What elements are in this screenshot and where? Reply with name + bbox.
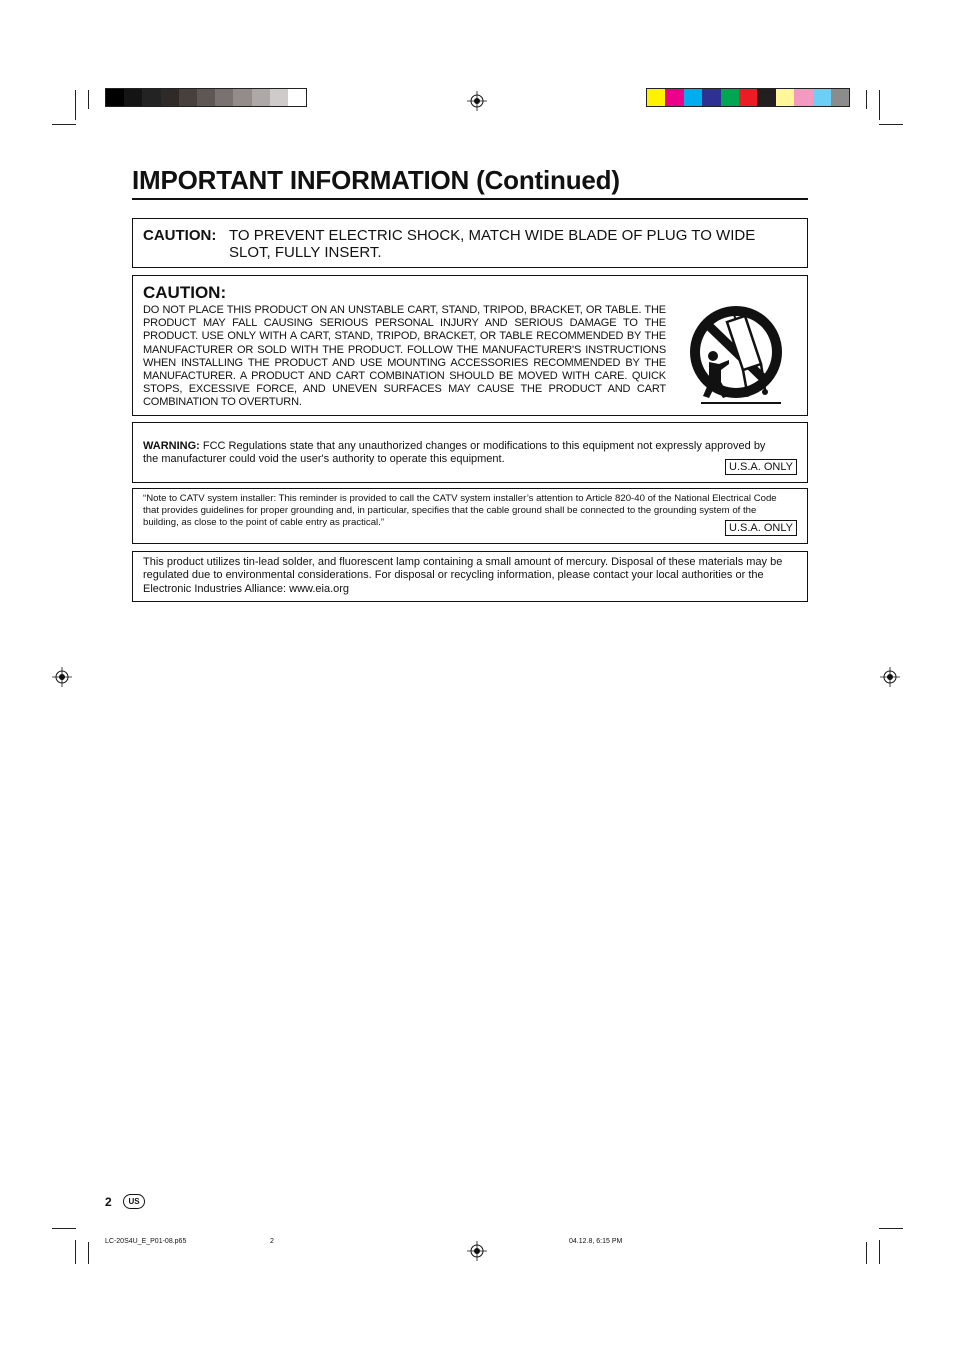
page-title: IMPORTANT INFORMATION (Continued) (132, 164, 808, 200)
calibration-swatch (813, 89, 831, 106)
calibration-swatch (233, 89, 251, 106)
page-number: 2 (105, 1195, 112, 1209)
calibration-swatch (757, 89, 775, 106)
registration-mark-icon (467, 91, 487, 111)
fcc-warning-body: FCC Regulations state that any unauthorized changes or modifications to this equipment not expressly approved by the manufacturer could void the user's authority to operate this equipment. (143, 440, 766, 466)
calibration-swatch (179, 89, 197, 106)
calibration-swatch (647, 89, 665, 106)
usa-only-badge: U.S.A. ONLY (725, 459, 797, 475)
calibration-swatch (794, 89, 812, 106)
calibration-swatch (665, 89, 683, 106)
calibration-swatch (831, 89, 849, 106)
calibration-swatch (721, 89, 739, 106)
print-timestamp: 04.12.8, 6:15 PM (569, 1238, 623, 1245)
file-page: 2 (270, 1238, 274, 1245)
calibration-swatch (161, 89, 179, 106)
caution-label: CAUTION: (143, 227, 217, 244)
calibration-swatch (252, 89, 270, 106)
calibration-swatch (702, 89, 720, 106)
calibration-swatch (776, 89, 794, 106)
caution-cart-box (132, 275, 808, 416)
caution-plug-text: TO PREVENT ELECTRIC SHOCK, MATCH WIDE BLADE OF PLUG TO WIDE SLOT, FULLY INSERT. (229, 227, 756, 261)
cart-tip-over-warning-icon (685, 304, 789, 408)
calibration-swatch (288, 89, 306, 106)
mercury-note-text: This product utilizes tin-lead solder, and fluorescent lamp containing a small amount of mercury. Disposal of these materials may be regulated due to environmental considerations. For disposal or recycling information, please contact your local authorities or the Electronic Industries Alliance: www.eia.org (143, 556, 783, 595)
fcc-warning-box (132, 422, 808, 483)
registration-mark-icon (52, 667, 72, 687)
color-calibration-bar (647, 89, 849, 106)
calibration-swatch (142, 89, 160, 106)
registration-mark-icon (467, 1241, 487, 1261)
calibration-swatch (684, 89, 702, 106)
caution-plug-box (132, 218, 808, 268)
warning-label: WARNING: (143, 440, 200, 452)
caution-heading: CAUTION: (143, 283, 227, 302)
calibration-swatch (124, 89, 142, 106)
calibration-swatch (197, 89, 215, 106)
fcc-warning-text (143, 440, 783, 467)
region-badge: US (123, 1194, 145, 1209)
gray-calibration-bar (106, 89, 306, 106)
catv-note-box (132, 488, 808, 544)
file-name: LC-20S4U_E_P01-08.p65 (105, 1238, 187, 1245)
usa-only-badge: U.S.A. ONLY (725, 520, 797, 536)
catv-note-text: “Note to CATV system installer: This reminder is provided to call the CATV system installer’s attention to Article 820-40 of the National Electrical Code that provides guidelines for proper grounding and, in particular, specifies that the cable ground shall be connected to the grounding system of the building, as close to the point of cable entry as practical.” (143, 493, 777, 529)
calibration-swatch (270, 89, 288, 106)
calibration-swatch (215, 89, 233, 106)
registration-mark-icon (880, 667, 900, 687)
mercury-note-box (132, 551, 808, 602)
calibration-swatch (106, 89, 124, 106)
caution-cart-text: DO NOT PLACE THIS PRODUCT ON AN UNSTABLE CART, STAND, TRIPOD, BRACKET, OR TABLE. THE PRODUCT MAY FALL CAUSING SERIOUS PERSONAL INJURY AND SERIOUS DAMAGE TO THE PRODUCT. USE ONLY WITH A CART, STAND, TRIPOD, BRACKET, OR TABLE RECOMMENDED BY THE MANUFACTURER OR SOLD WITH THE PRODUCT. FOLLOW THE MANUFACTURER'S INSTRUCTIONS WHEN INSTALLING THE PRODUCT AND USE MOUNTING ACCESSORIES RECOMMENDED BY THE MANUFACTURER. A PRODUCT AND CART COMBINATION SHOULD BE MOVED WITH CARE. QUICK STOPS, EXCESSIVE FORCE, AND UNEVEN SURFACES MAY CAUSE THE PRODUCT AND CART COMBINATION TO OVERTURN. (143, 304, 666, 409)
calibration-swatch (739, 89, 757, 106)
